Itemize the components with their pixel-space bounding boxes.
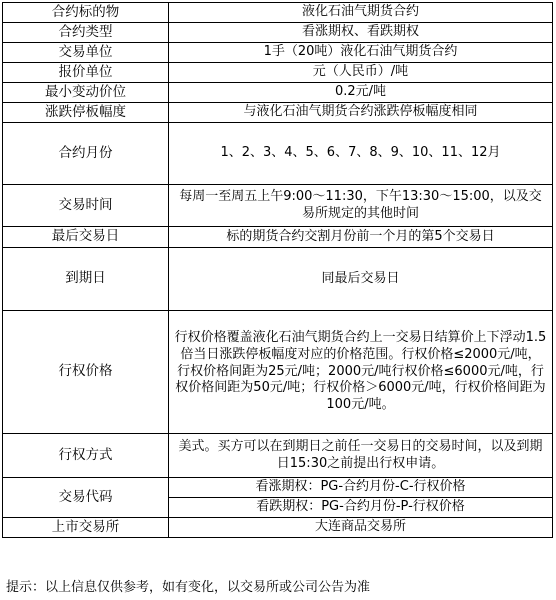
row-value: 与液化石油气期货合约涨跌停板幅度相同 — [169, 103, 553, 123]
table-row — [3, 227, 553, 248]
row-value: 标的期货合约交割月份前一个月的第5个交易日 — [169, 227, 553, 248]
trading-code-key: 交易代码 — [3, 478, 169, 518]
table-row — [3, 63, 553, 83]
call-code-value: 看涨期权：PG-合约月份-C-行权价格 — [169, 478, 553, 498]
table-row — [3, 3, 553, 23]
table-row — [3, 83, 553, 103]
row-value: 1、2、3、4、5、6、7、8、9、10、11、12月 — [169, 123, 553, 185]
row-key: 合约类型 — [3, 23, 169, 43]
row-value: 元（人民币）/吨 — [169, 63, 553, 83]
footnote: 提示：以上信息仅供参考，如有变化，以交易所或公司公告为准 — [6, 580, 371, 595]
table-row — [3, 434, 553, 478]
row-value: 美式。买方可以在到期日之前任一交易日的交易时间，以及到期日15:30之前提出行权申请。 — [169, 434, 553, 478]
table-row — [3, 23, 553, 43]
row-key: 涨跌停板幅度 — [3, 103, 169, 123]
table-row — [3, 123, 553, 185]
table-row — [3, 43, 553, 63]
row-key: 最小变动价位 — [3, 83, 169, 103]
exchange-key: 上市交易所 — [3, 518, 169, 538]
row-key: 行权价格 — [3, 311, 169, 434]
table-row — [3, 311, 553, 434]
row-key: 报价单位 — [3, 63, 169, 83]
table-row — [3, 248, 553, 311]
row-key: 合约月份 — [3, 123, 169, 185]
row-key: 最后交易日 — [3, 227, 169, 248]
row-value: 液化石油气期货合约 — [169, 3, 553, 23]
row-key: 交易时间 — [3, 185, 169, 227]
row-value: 同最后交易日 — [169, 248, 553, 311]
row-value: 1手（20吨）液化石油气期货合约 — [169, 43, 553, 63]
row-key: 合约标的物 — [3, 3, 169, 23]
row-key: 到期日 — [3, 248, 169, 311]
row-key: 交易单位 — [3, 43, 169, 63]
exchange-value: 大连商品交易所 — [169, 518, 553, 538]
table-row — [3, 185, 553, 227]
table-row — [3, 103, 553, 123]
row-value: 0.2元/吨 — [169, 83, 553, 103]
row-value: 看涨期权、看跌期权 — [169, 23, 553, 43]
row-key: 行权方式 — [3, 434, 169, 478]
put-code-value: 看跌期权：PG-合约月份-P-行权价格 — [169, 498, 553, 518]
row-value: 每周一至周五上午9:00～11:30，下午13:30～15:00，以及交易所规定的其他时间 — [169, 185, 553, 227]
row-value: 行权价格覆盖液化石油气期货合约上一交易日结算价上下浮动1.5倍当日涨跌停板幅度对应的价格范围。行权价格≤2000元/吨，行权价格间距为25元/吨；2000元/吨行权价格≤6000元/吨，行权价格间距为50元/吨；行权价格＞6000元/吨，行权价格间距为100元/吨。 — [169, 311, 553, 434]
table-row — [3, 518, 553, 538]
contract-spec-table — [2, 2, 553, 538]
table-row — [3, 478, 553, 498]
